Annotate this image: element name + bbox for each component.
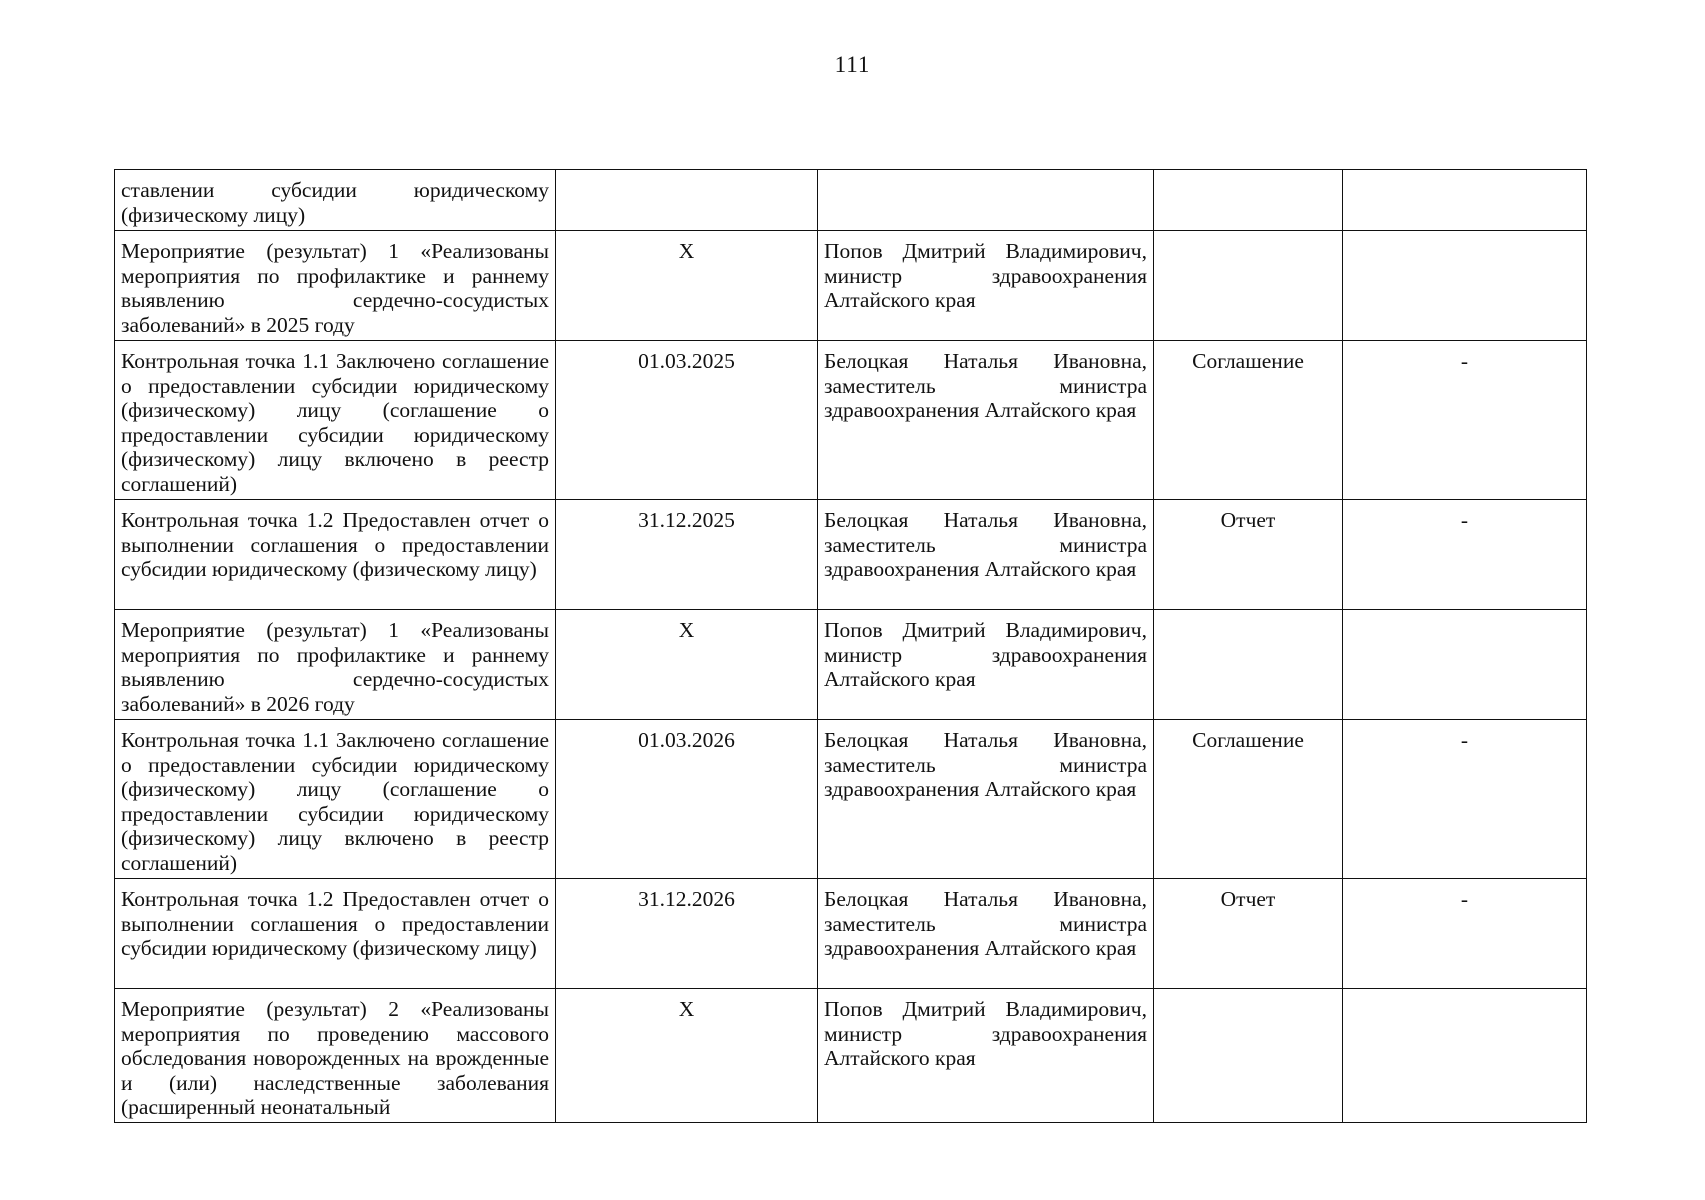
description-cell: Мероприятие (результат) 2 «Реализованы мероприятия по проведению массового обследования новорожденных на врожденные и (или) наследственные заболевания (расширенный неонатальный	[115, 989, 556, 1123]
extra-cell: -	[1343, 720, 1587, 879]
document-cell	[1154, 989, 1343, 1123]
extra-cell	[1343, 610, 1587, 720]
table-row	[115, 170, 1587, 231]
responsible-cell	[818, 170, 1154, 231]
responsible-cell: Попов Дмитрий Владимирович, министр здравоохранения Алтайского края	[818, 989, 1154, 1123]
description-cell: Контрольная точка 1.2 Предоставлен отчет о выполнении соглашения о предоставлении субсидии юридическому (физическому лицу)	[115, 500, 556, 610]
table-row	[115, 231, 1587, 341]
page-number: 111	[834, 52, 871, 77]
table-row	[115, 720, 1587, 879]
extra-cell	[1343, 989, 1587, 1123]
description-cell: Мероприятие (результат) 1 «Реализованы мероприятия по профилактике и раннему выявлению сердечно-сосудистых заболеваний» в 2026 году	[115, 610, 556, 720]
extra-cell	[1343, 231, 1587, 341]
extra-cell: -	[1343, 500, 1587, 610]
date-cell	[556, 170, 818, 231]
date-cell: 01.03.2025	[556, 341, 818, 500]
document-cell: Отчет	[1154, 879, 1343, 989]
document-cell	[1154, 610, 1343, 720]
table-row	[115, 341, 1587, 500]
responsible-cell: Попов Дмитрий Владимирович, министр здравоохранения Алтайского края	[818, 610, 1154, 720]
description-cell: Контрольная точка 1.2 Предоставлен отчет о выполнении соглашения о предоставлении субсидии юридическому (физическому лицу)	[115, 879, 556, 989]
extra-cell: -	[1343, 879, 1587, 989]
date-cell: X	[556, 231, 818, 341]
document-cell: Соглашение	[1154, 341, 1343, 500]
extra-cell: -	[1343, 341, 1587, 500]
document-cell: Отчет	[1154, 500, 1343, 610]
document-cell: Соглашение	[1154, 720, 1343, 879]
description-cell: ставлении субсидии юридическому (физическому лицу)	[115, 170, 556, 231]
document-cell	[1154, 231, 1343, 341]
responsible-cell: Попов Дмитрий Владимирович, министр здравоохранения Алтайского края	[818, 231, 1154, 341]
date-cell: 01.03.2026	[556, 720, 818, 879]
extra-cell	[1343, 170, 1587, 231]
date-cell: 31.12.2025	[556, 500, 818, 610]
responsible-cell: Белоцкая Наталья Ивановна, заместитель министра здравоохранения Алтайского края	[818, 879, 1154, 989]
date-cell: X	[556, 989, 818, 1123]
table-row	[115, 879, 1587, 989]
plan-table	[114, 169, 1587, 1123]
table-row	[115, 989, 1587, 1123]
responsible-cell: Белоцкая Наталья Ивановна, заместитель министра здравоохранения Алтайского края	[818, 500, 1154, 610]
date-cell: 31.12.2026	[556, 879, 818, 989]
table-row	[115, 610, 1587, 720]
responsible-cell: Белоцкая Наталья Ивановна, заместитель министра здравоохранения Алтайского края	[818, 341, 1154, 500]
description-cell: Контрольная точка 1.1 Заключено соглашение о предоставлении субсидии юридическому (физическому) лицу (соглашение о предоставлении субсидии юридическому (физическому) лицу включено в реестр соглашений)	[115, 720, 556, 879]
responsible-cell: Белоцкая Наталья Ивановна, заместитель министра здравоохранения Алтайского края	[818, 720, 1154, 879]
document-cell	[1154, 170, 1343, 231]
date-cell: X	[556, 610, 818, 720]
table-row	[115, 500, 1587, 610]
description-cell: Контрольная точка 1.1 Заключено соглашение о предоставлении субсидии юридическому (физическому) лицу (соглашение о предоставлении субсидии юридическому (физическому) лицу включено в реестр соглашений)	[115, 341, 556, 500]
description-cell: Мероприятие (результат) 1 «Реализованы мероприятия по профилактике и раннему выявлению сердечно-сосудистых заболеваний» в 2025 году	[115, 231, 556, 341]
